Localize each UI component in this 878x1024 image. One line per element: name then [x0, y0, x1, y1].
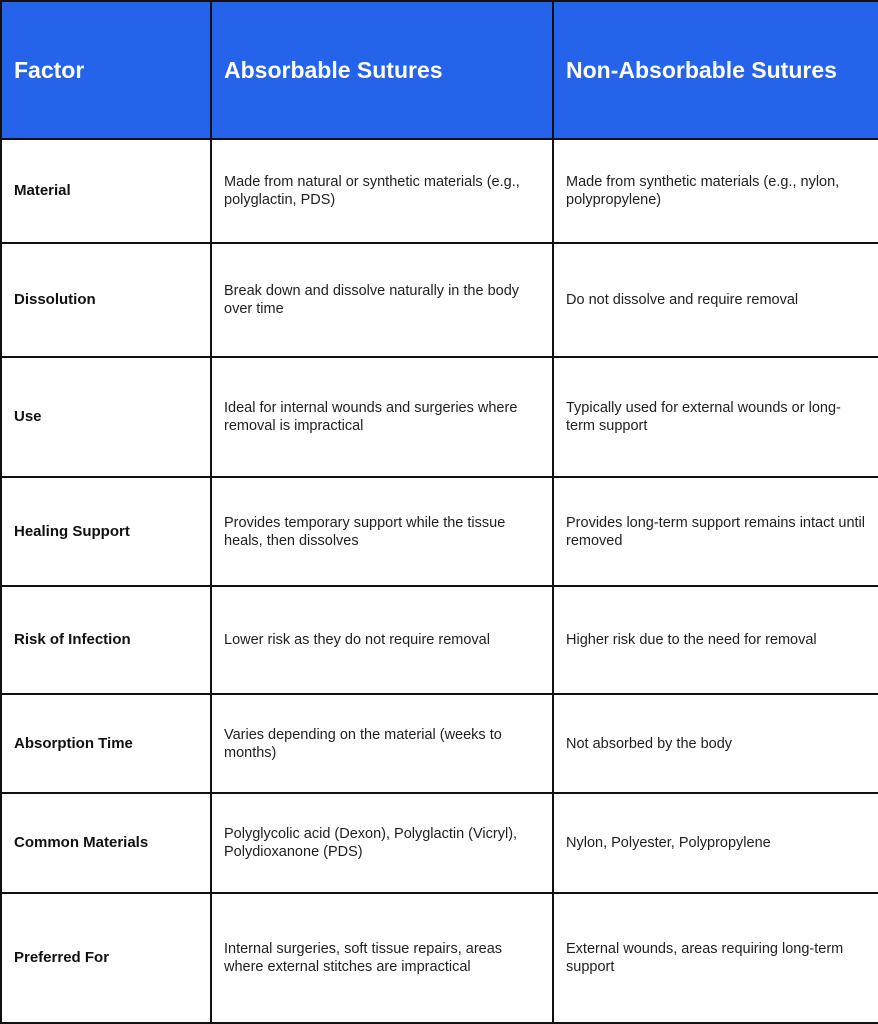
- factor-cell: Preferred For: [1, 893, 211, 1023]
- factor-cell: Risk of Infection: [1, 586, 211, 694]
- factor-cell: Dissolution: [1, 243, 211, 357]
- absorbable-cell: Internal surgeries, soft tissue repairs, areas where external stitches are impractical: [211, 893, 553, 1023]
- absorbable-cell: Ideal for internal wounds and surgeries where removal is impractical: [211, 357, 553, 477]
- absorbable-cell: Made from natural or synthetic materials (e.g., polyglactin, PDS): [211, 139, 553, 243]
- factor-cell: Use: [1, 357, 211, 477]
- non-absorbable-cell: Provides long-term support remains intact until removed: [553, 477, 878, 586]
- header-absorbable: Absorbable Sutures: [211, 1, 553, 139]
- absorbable-cell: Lower risk as they do not require removal: [211, 586, 553, 694]
- table-row: [1, 586, 878, 694]
- factor-cell: Material: [1, 139, 211, 243]
- table-row: [1, 243, 878, 357]
- absorbable-cell: Provides temporary support while the tissue heals, then dissolves: [211, 477, 553, 586]
- factor-cell: Absorption Time: [1, 694, 211, 793]
- header-factor: Factor: [1, 1, 211, 139]
- table-row: [1, 694, 878, 793]
- non-absorbable-cell: Higher risk due to the need for removal: [553, 586, 878, 694]
- table-row: [1, 893, 878, 1023]
- non-absorbable-cell: Typically used for external wounds or long-term support: [553, 357, 878, 477]
- header-row: [1, 1, 878, 139]
- non-absorbable-cell: Made from synthetic materials (e.g., nylon, polypropylene): [553, 139, 878, 243]
- table-row: [1, 357, 878, 477]
- factor-cell: Common Materials: [1, 793, 211, 893]
- table-row: [1, 477, 878, 586]
- table-row: [1, 139, 878, 243]
- non-absorbable-cell: Nylon, Polyester, Polypropylene: [553, 793, 878, 893]
- absorbable-cell: Break down and dissolve naturally in the body over time: [211, 243, 553, 357]
- absorbable-cell: Varies depending on the material (weeks to months): [211, 694, 553, 793]
- header-non-absorbable: Non-Absorbable Sutures: [553, 1, 878, 139]
- absorbable-cell: Polyglycolic acid (Dexon), Polyglactin (Vicryl), Polydioxanone (PDS): [211, 793, 553, 893]
- factor-cell: Healing Support: [1, 477, 211, 586]
- non-absorbable-cell: External wounds, areas requiring long-term support: [553, 893, 878, 1023]
- table-row: [1, 793, 878, 893]
- non-absorbable-cell: Not absorbed by the body: [553, 694, 878, 793]
- non-absorbable-cell: Do not dissolve and require removal: [553, 243, 878, 357]
